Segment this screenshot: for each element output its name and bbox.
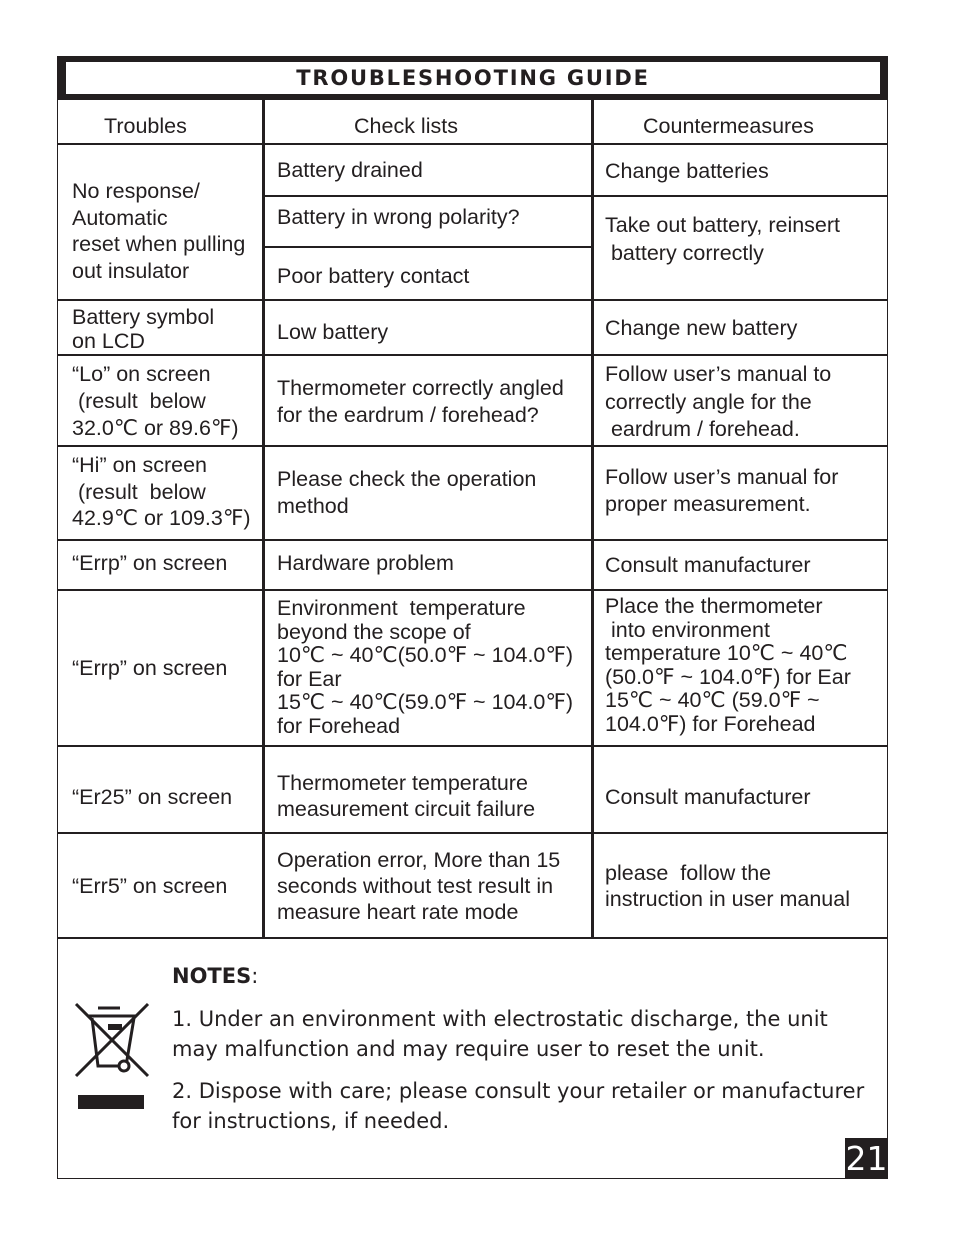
- row8-counter: please follow the instruction in user manual: [605, 861, 850, 911]
- row7-trouble: “Er25” on screen: [72, 785, 233, 809]
- rule-row-8: [57, 937, 888, 939]
- rule-row-4: [57, 539, 888, 541]
- row7-check: Thermometer temperature measurement circuit failure: [277, 771, 536, 821]
- title-box: [66, 62, 880, 94]
- row1-counter-1: Change batteries: [605, 159, 769, 183]
- row4-counter: Follow user’s manual for proper measurement.: [605, 465, 839, 516]
- col-divider-1: [262, 100, 265, 939]
- row2-trouble: Battery symbol on LCD: [72, 305, 215, 353]
- header-countermeasures: Countermeasures: [643, 114, 814, 138]
- row1-check-1: Battery drained: [277, 158, 423, 182]
- rule-row-1: [57, 299, 888, 301]
- header-troubles: Troubles: [104, 114, 187, 138]
- row1-check-2: Battery in wrong polarity?: [277, 205, 520, 229]
- rule-row-3: [57, 445, 888, 447]
- row7-counter: Consult manufacturer: [605, 785, 811, 809]
- notes-heading-line: NOTES:: [172, 964, 259, 988]
- row8-check: Operation error, More than 15 seconds without test result in measure heart rate mode: [277, 848, 561, 924]
- note-2: 2. Dispose with care; please consult your retailer or manufacturer for instructions, if needed.: [172, 1079, 865, 1133]
- page-number: 21: [845, 1139, 888, 1178]
- row5-check: Hardware problem: [277, 551, 454, 575]
- row4-trouble: “Hi” on screen (result below 42.9℃ or 109.3℉): [72, 453, 251, 530]
- row2-counter: Change new battery: [605, 316, 798, 340]
- note-1: 1. Under an environment with electrostatic discharge, the unit may malfunction and may require user to reset the unit.: [172, 1007, 828, 1061]
- header-check-lists: Check lists: [354, 114, 458, 138]
- row5-trouble: “Errp” on screen: [72, 551, 228, 575]
- row1-counter-2: Take out battery, reinsert battery correctly: [605, 213, 841, 265]
- row3-trouble: “Lo” on screen (result below 32.0℃ or 89.6℉): [72, 362, 239, 440]
- row6-counter: Place the thermometer into environment temperature 10℃ ~ 40℃ (50.0℉ ~ 104.0℉) for Ear 15℃ ~ 40℃ (59.0℉ ~ 104.0℉) for Forehead: [605, 594, 851, 736]
- col-divider-2: [591, 100, 594, 939]
- page-title: TROUBLESHOOTING GUIDE: [296, 66, 650, 90]
- rule-header-bottom: [57, 143, 888, 145]
- rule-row-5: [57, 589, 888, 591]
- row3-check: Thermometer correctly angled for the eardrum / forehead?: [277, 376, 564, 427]
- rule-sub-1: [264, 195, 888, 197]
- row2-check: Low battery: [277, 320, 389, 344]
- notes-heading: NOTES: [172, 964, 252, 988]
- row1-check-3: Poor battery contact: [277, 264, 470, 288]
- row6-trouble: “Errp” on screen: [72, 656, 228, 680]
- rule-sub-2: [264, 246, 593, 248]
- row5-counter: Consult manufacturer: [605, 553, 811, 577]
- row3-counter: Follow user’s manual to correctly angle for the eardrum / forehead.: [605, 362, 832, 441]
- rule-row-6: [57, 745, 888, 747]
- rule-row-7: [57, 832, 888, 834]
- row1-trouble: No response/ Automatic reset when pulling out insulator: [72, 179, 246, 283]
- rule-row-2: [57, 354, 888, 356]
- row4-check: Please check the operation method: [277, 467, 537, 518]
- row6-check: Environment temperature beyond the scope of 10℃ ~ 40℃(50.0℉ ~ 104.0℉) for Ear 15℃ ~ 40℃(59.0℉ ~ 104.0℉) for Forehead: [277, 596, 574, 738]
- crossed-out-wheelie-bin-icon: [74, 1000, 152, 1112]
- row8-trouble: “Err5” on screen: [72, 874, 228, 898]
